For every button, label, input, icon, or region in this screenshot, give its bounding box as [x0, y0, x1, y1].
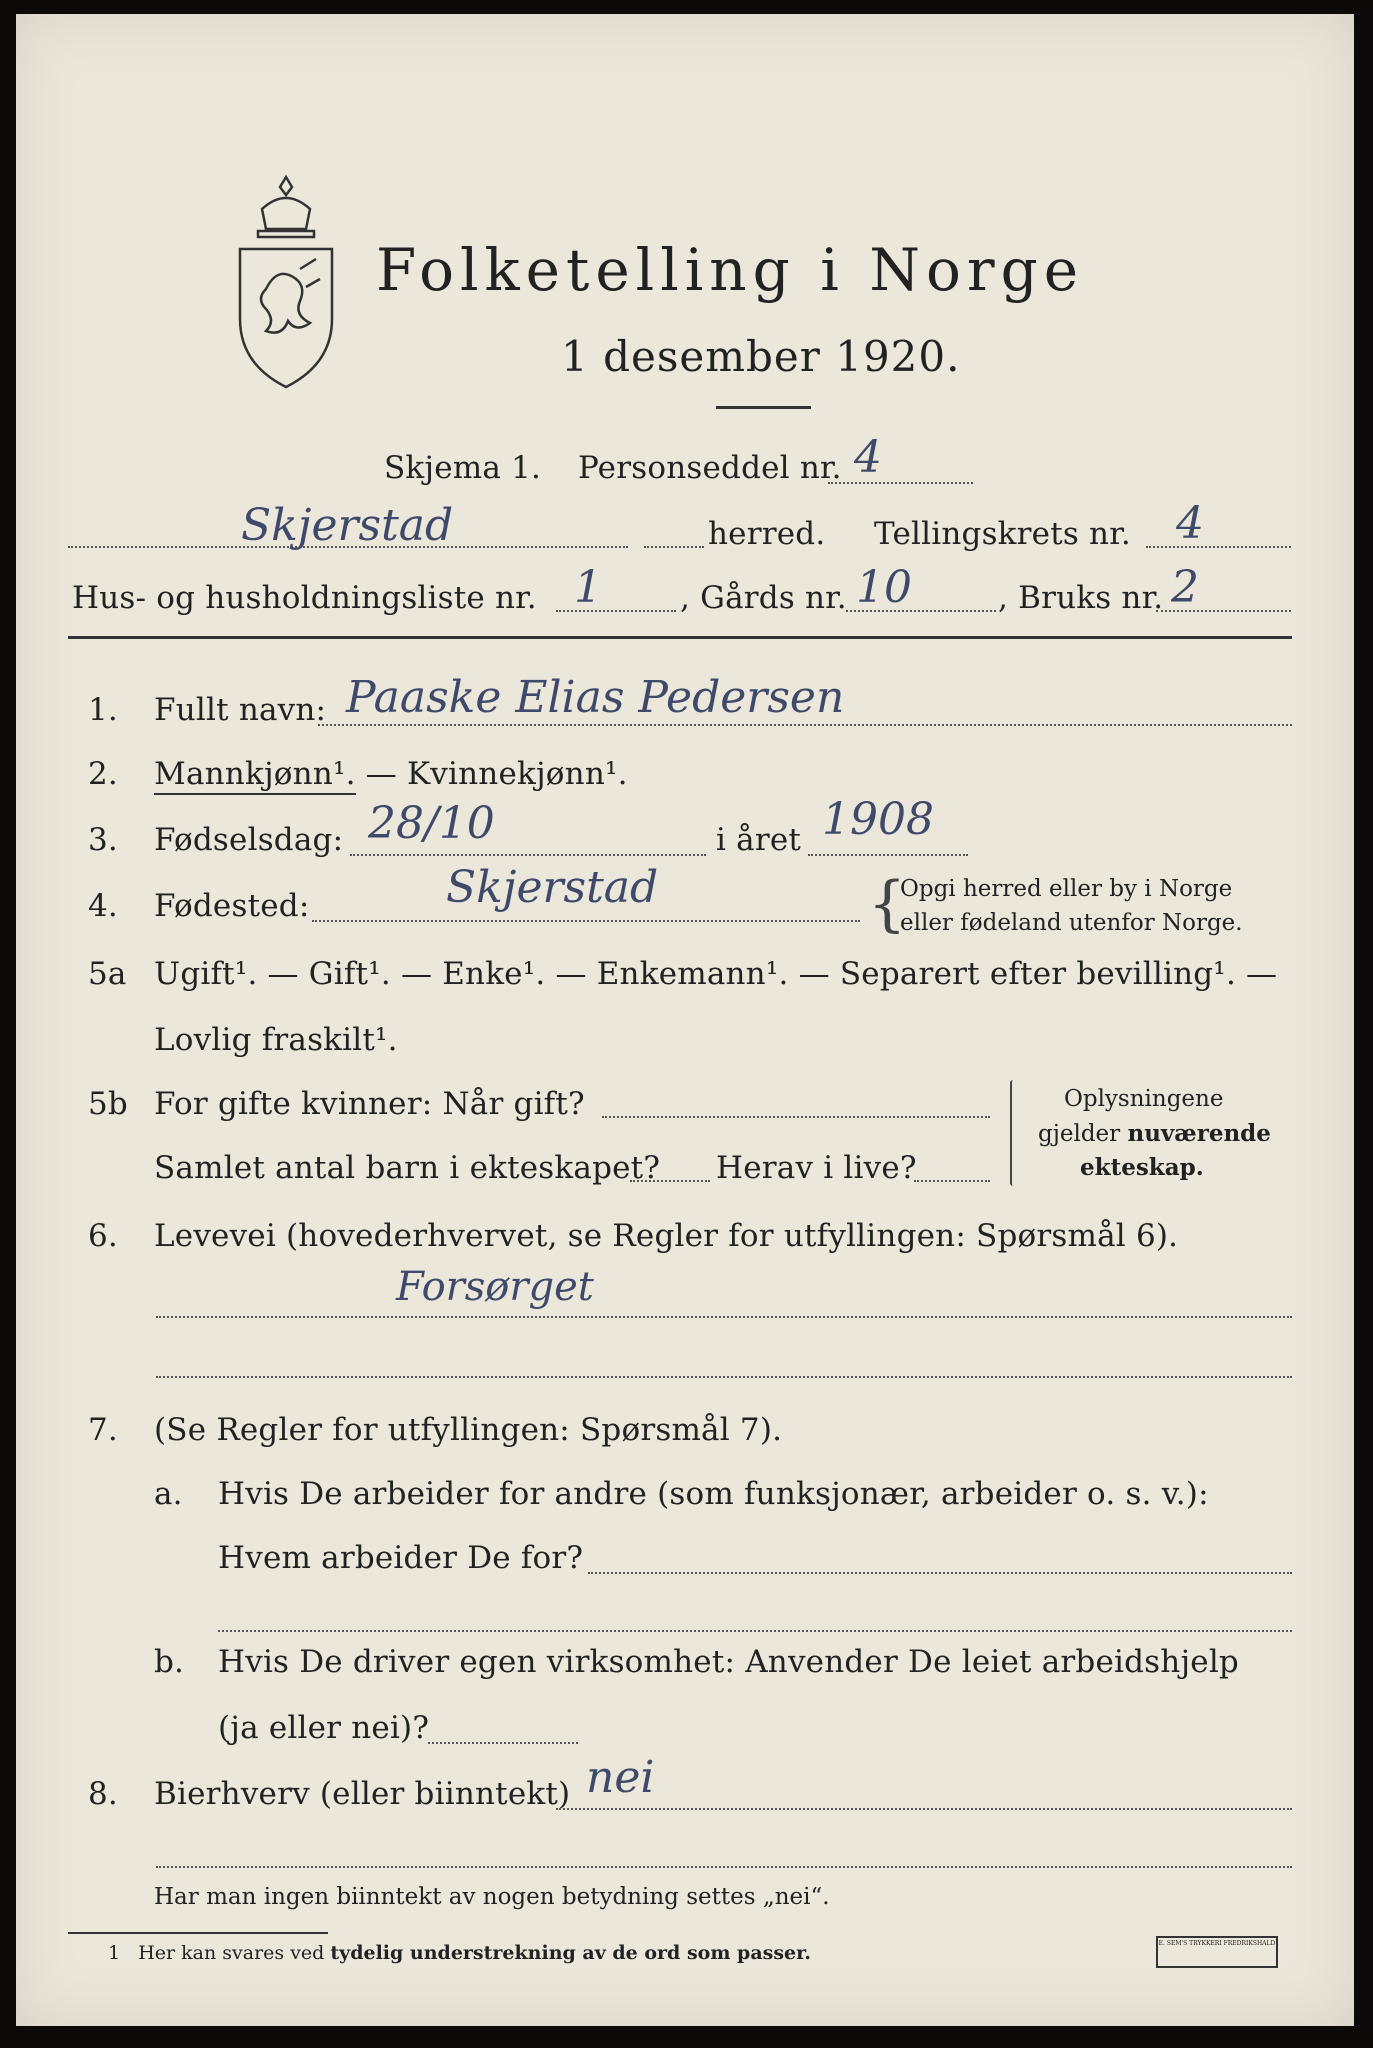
q6-occupation: Forsørget	[396, 1264, 594, 1310]
herred-value: Skjerstad	[241, 500, 454, 551]
q5a-number: 5a	[88, 956, 127, 992]
herred-label: herred.	[708, 516, 826, 552]
printer-stamp: E. SEM'S TRYKKERI FREDRIKSHALD	[1156, 1936, 1278, 1968]
q4-label: Fødested:	[154, 888, 310, 924]
q2-sex: Mannkjønn¹. — Kvinnekjønn¹.	[154, 756, 628, 792]
q5b-alive-label: Herav i live?	[716, 1150, 917, 1186]
title-divider	[716, 406, 811, 409]
footnote: 1 Her kan svares ved tydelig understrekning av de ord som passer.	[108, 1942, 811, 1964]
q1-full-name: Paaske Elias Pedersen	[346, 672, 845, 723]
q8-number: 8.	[88, 1776, 118, 1812]
census-form-page: Folketelling i Norge 1 desember 1920. Skjema 1. Personseddel nr. 4 Skjerstad herred. Tellingskrets nr. 4 Hus- og husholdningsliste nr. 1 , Gårds nr. 10 , Bruks nr. 2 1. Fullt navn: Paaske Elias Pedersen 2. Mannkjønn¹. — Kvinnekjønn¹. 3. Fødselsdag: 28/10 i året 1908 4. Fødested: Skjerstad { Opgi herred eller by i Norge eller fødeland utenfor Norge. 5a Ugift¹. — Gift¹. — Enke¹. — Enkemann¹. — Separert efter bevilling¹. — Lovlig fraskilt¹. 5b For gifte kvinner: Når gift? Samlet antal barn i ekteskapet? Herav i live? Oplysningene gjelder nuværende ekteskap. 6. Levevei (hovederhvervet, se Regler for utfyllingen: Spørsmål 6). Forsørget 7. (Se Regler for utfyllingen: Spørsmål 7). a. Hvis De arbeider for andre (som funksjonær, arbeider o. s. v.): Hvem arbeider De for? b. Hvis De driver egen virksomhet: Anvender De leiet arbeidshjelp (ja eller nei)? 8. Bierhverv (eller biinntekt) nei Har man ingen biinntekt av nogen betydning settes „nei“. 1 Her kan svares ved tydelig understrekning av de ord som passer. E. SEM'S TRYKKERI FREDRIKSHALD	[16, 14, 1354, 2026]
q1-number: 1.	[88, 692, 118, 728]
q8-label: Bierhverv (eller biinntekt)	[154, 1776, 571, 1812]
tellingskrets-value: 4	[1176, 498, 1204, 549]
bruks-label: , Bruks nr.	[998, 580, 1164, 616]
q3-year-label: i året	[716, 822, 802, 858]
q7-number: 7.	[88, 1412, 118, 1448]
q8-side-income: nei	[586, 1752, 655, 1803]
income-note: Har man ingen biinntekt av nogen betydning settes „nei“.	[154, 1884, 830, 1910]
q3-label: Fødselsdag:	[154, 822, 344, 858]
gards-label: , Gårds nr.	[680, 580, 847, 616]
q7b-letter: b.	[154, 1644, 185, 1680]
q5a-marital-status-cont: Lovlig fraskilt¹.	[154, 1022, 398, 1058]
hus-value: 1	[574, 562, 602, 613]
q4-number: 4.	[88, 888, 118, 924]
q1-label: Fullt navn:	[154, 692, 327, 728]
q6-number: 6.	[88, 1218, 118, 1254]
tellingskrets-label: Tellingskrets nr.	[874, 516, 1131, 552]
q3-birth-year: 1908	[822, 794, 934, 845]
census-date: 1 desember 1920.	[561, 332, 961, 381]
norwegian-coat-of-arms-icon	[226, 169, 346, 394]
q7-label: (Se Regler for utfyllingen: Spørsmål 7).	[154, 1412, 783, 1448]
form-title: Folketelling i Norge	[376, 236, 1085, 304]
q5a-marital-status: Ugift¹. — Gift¹. — Enke¹. — Enkemann¹. — Separert efter bevilling¹. —	[154, 956, 1278, 992]
gards-value: 10	[856, 562, 912, 613]
q4-note-line2: eller fødeland utenfor Norge.	[900, 910, 1243, 936]
q7b-label: Hvis De driver egen virksomhet: Anvender De leiet arbeidshjelp	[218, 1644, 1239, 1680]
skjema-label: Skjema 1.	[384, 450, 542, 486]
bruks-value: 2	[1171, 562, 1199, 613]
q4-note-line1: Opgi herred eller by i Norge	[900, 876, 1233, 902]
q5b-married-label: For gifte kvinner: Når gift?	[154, 1086, 585, 1122]
q2-number: 2.	[88, 756, 118, 792]
q5b-note-line2: gjelder nuværende	[1038, 1120, 1271, 1147]
q2-male-underlined: Mannkjønn¹.	[154, 756, 356, 795]
q7a-letter: a.	[154, 1476, 183, 1512]
q5b-note-line3: ekteskap.	[1080, 1154, 1204, 1181]
header-rule	[68, 636, 1292, 639]
q5b-children-label: Samlet antal barn i ekteskapet?	[154, 1150, 661, 1186]
personseddel-label: Personseddel nr.	[578, 450, 842, 486]
q5b-number: 5b	[88, 1086, 128, 1122]
q7a-label: Hvis De arbeider for andre (som funksjonær, arbeider o. s. v.):	[218, 1476, 1209, 1512]
q3-birth-date: 28/10	[368, 798, 495, 849]
q6-label: Levevei (hovederhvervet, se Regler for utfyllingen: Spørsmål 6).	[154, 1218, 1179, 1254]
q7a-employer-label: Hvem arbeider De for?	[218, 1540, 584, 1576]
hus-label: Hus- og husholdningsliste nr.	[72, 580, 537, 616]
q7b-yes-no-label: (ja eller nei)?	[218, 1710, 430, 1746]
q4-birthplace: Skjerstad	[446, 862, 659, 913]
q3-number: 3.	[88, 822, 118, 858]
q5b-note-line1: Oplysningene	[1064, 1086, 1224, 1112]
personseddel-value: 4	[854, 432, 882, 483]
